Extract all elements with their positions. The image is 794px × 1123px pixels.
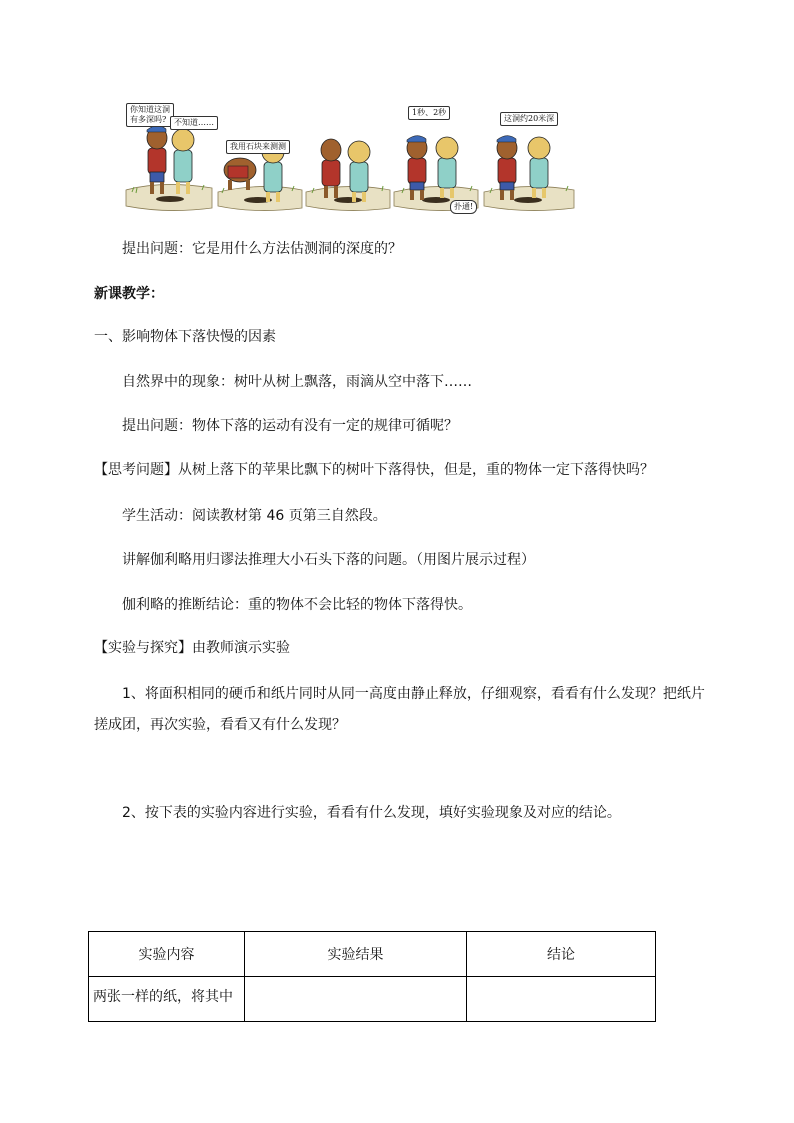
speech-bubble-splash: 扑通! <box>450 200 477 214</box>
experiment-step-1: 1、将面积相同的硬币和纸片同时从同一高度由静止释放，仔细观察，看看有什么发现？把纸片 <box>122 686 705 702</box>
thinking-question: 【思考问题】从树上落下的苹果比飘下的树叶下落得快，但是，重的物体一定下落得快吗？ <box>94 462 654 478</box>
speech-bubble-depth: 这洞约20米深 <box>500 112 558 126</box>
experiment-heading: 【实验与探究】由教师演示实验 <box>94 640 290 656</box>
comic-illustration <box>122 100 578 215</box>
speech-bubble-line: 有多深吗? <box>130 115 167 124</box>
galileo-conclusion: 伽利略的推断结论：重的物体不会比轻的物体下落得快。 <box>122 597 472 613</box>
table-row <box>89 977 656 1022</box>
section-heading-new-lesson: 新课教学： <box>94 286 164 302</box>
question-method: 提出问题：它是用什么方法估测洞的深度的？ <box>122 241 402 257</box>
table-header-result: 实验结果 <box>245 932 467 977</box>
speech-bubble-reply: 不知道…… <box>170 116 218 130</box>
speech-bubble-counting: 1秒、2秒 <box>408 106 450 120</box>
speech-bubble-question <box>126 103 174 127</box>
experiment-step-2: 2、按下表的实验内容进行实验，看看有什么发现，填好实验现象及对应的结论。 <box>122 805 621 821</box>
table-header-content: 实验内容 <box>89 932 245 977</box>
experiment-table <box>88 931 656 1022</box>
question-pattern: 提出问题：物体下落的运动有没有一定的规律可循呢？ <box>122 418 458 434</box>
table-header-conclusion: 结论 <box>467 932 656 977</box>
galileo-explanation: 讲解伽利略用归谬法推理大小石头下落的问题。（用图片展示过程） <box>122 552 535 568</box>
table-cell-conclusion <box>467 977 656 1022</box>
paragraph-nature: 自然界中的现象：树叶从树上飘落，雨滴从空中落下…… <box>122 374 472 390</box>
table-cell-result <box>245 977 467 1022</box>
student-activity: 学生活动：阅读教材第 46 页第三自然段。 <box>122 508 387 524</box>
subsection-heading: 一、影响物体下落快慢的因素 <box>94 329 276 345</box>
speech-bubble-stone: 我用石块来测测 <box>226 140 290 154</box>
table-header-row <box>89 932 656 977</box>
experiment-step-1-cont: 搓成团，再次实验，看看又有什么发现？ <box>94 717 346 733</box>
speech-bubble-line: 你知道这洞 <box>130 105 170 114</box>
table-cell-content: 两张一样的纸，将其中 <box>89 977 245 1022</box>
